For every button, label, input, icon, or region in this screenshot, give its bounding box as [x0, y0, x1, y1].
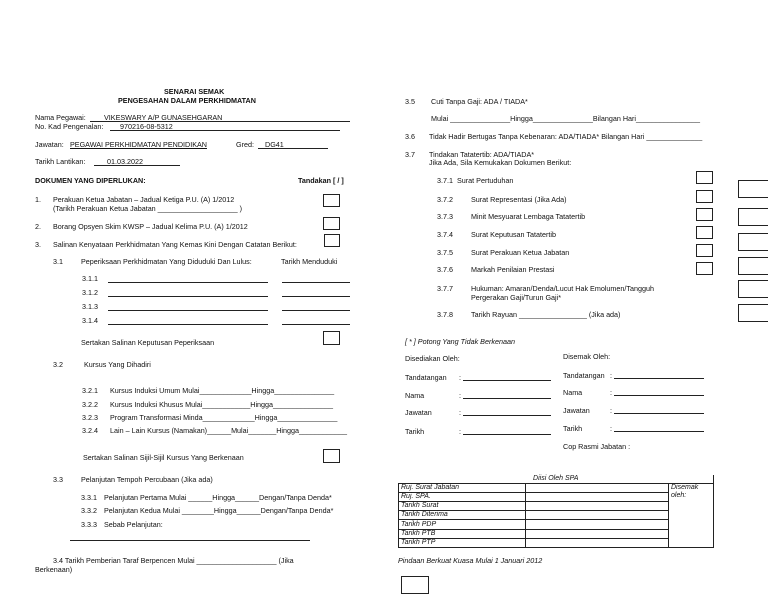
sign2-tandatangan-line[interactable]: [614, 378, 704, 379]
s311-num: 3.1.1: [82, 274, 98, 283]
spa-header: Diisi Oleh SPA: [399, 475, 714, 484]
s378-text: Tarikh Rayuan _________________ (Jika ada): [471, 310, 621, 319]
ic-line: [110, 130, 340, 131]
gred-line: [258, 148, 328, 149]
s331-text: Pelanjutan Pertama Mulai ______Hingga______Dengan/Tanpa Denda*: [104, 493, 332, 502]
s35-text: Cuti Tanpa Gaji: ADA / TIADA*: [431, 97, 528, 106]
table-row: [399, 529, 714, 538]
sebab-line[interactable]: [70, 540, 310, 541]
sijil-checkbox[interactable]: [323, 449, 340, 463]
pindaan-note: Pindaan Berkuat Kuasa Mulai 1 Januari 2012: [398, 556, 543, 565]
s371-num: 3.7.1: [437, 176, 453, 185]
side-box-1[interactable]: [738, 180, 768, 198]
disediakan-label: Disediakan Oleh:: [405, 354, 460, 363]
sign1-jawatan-label: Jawatan: [405, 408, 432, 417]
sign2-colon: :: [610, 424, 612, 433]
spa-row-label: Ruj. Surat Jabatan: [399, 484, 526, 493]
s375-text: Surat Perakuan Ketua Jabatan: [471, 248, 570, 257]
sign1-colon: :: [459, 391, 461, 400]
s377-num: 3.7.7: [437, 284, 453, 293]
s312-line[interactable]: [108, 296, 268, 297]
s34-text: 3.4 Tarikh Pemberian Taraf Berpencen Mulai ____________________ (Jika: [53, 556, 294, 565]
keputusan-checkbox[interactable]: [323, 331, 340, 345]
spa-row-label: Ruj. SPA.: [399, 493, 526, 502]
side-box-5[interactable]: [738, 280, 768, 298]
sertakan-keputusan: Sertakan Salinan Keputusan Peperiksaan: [81, 338, 215, 347]
sign1-tarikh-line[interactable]: [463, 434, 551, 435]
s37-num: 3.7: [405, 150, 415, 159]
ic-label: No. Kad Pengenalan:: [35, 122, 104, 131]
sign2-tarikh-label: Tarikh: [563, 424, 583, 433]
s31-num: 3.1: [53, 257, 63, 266]
cop-rasmi-label: Cop Rasmi Jabatan :: [563, 442, 631, 451]
table-row: [399, 520, 714, 529]
s311-line[interactable]: [108, 282, 268, 283]
s331-num: 3.3.1: [81, 493, 97, 502]
nama-value[interactable]: VIKESWARY A/P GUNASEHGARAN: [104, 113, 223, 122]
s377-text: Hukuman: Amaran/Denda/Lucut Hak Emolumen/Tangguh: [471, 284, 654, 293]
s376-checkbox[interactable]: [696, 262, 713, 275]
s333-text: Sebab Pelanjutan:: [104, 520, 163, 529]
sign2-nama-line[interactable]: [614, 395, 704, 396]
table-row: [399, 502, 714, 511]
spa-row-value[interactable]: [526, 538, 669, 547]
s333-num: 3.3.3: [81, 520, 97, 529]
sign2-tandatangan-label: Tandatangan: [563, 371, 605, 380]
spa-disemak-cell[interactable]: [669, 484, 714, 548]
s313-date-line[interactable]: [282, 310, 350, 311]
s373-num: 3.7.3: [437, 212, 453, 221]
s313-line[interactable]: [108, 310, 268, 311]
lantikan-value[interactable]: 01.03.2022: [107, 157, 143, 166]
s312-date-line[interactable]: [282, 296, 350, 297]
gred-value[interactable]: DG41: [265, 140, 284, 149]
spa-row-value[interactable]: [526, 493, 669, 502]
s36-text: Tidak Hadir Bertugas Tanpa Kebenaran: ADA/TIADA* Bilangan Hari ______________: [429, 132, 703, 141]
sign1-jawatan-line[interactable]: [463, 415, 551, 416]
sign1-colon: :: [459, 408, 461, 417]
s33-text: Pelanjutan Tempoh Percubaan (Jika ada): [81, 475, 213, 484]
table-row: [399, 511, 714, 520]
s314-line[interactable]: [108, 324, 268, 325]
spa-row-value[interactable]: [526, 502, 669, 511]
sign1-colon: :: [459, 373, 461, 382]
table-row: [399, 484, 714, 493]
s372-text: Surat Representasi (Jika Ada): [471, 195, 567, 204]
nama-label: Nama Pegawai:: [35, 113, 86, 122]
s37-subtext: Jika Ada, Sila Kemukakan Dokumen Berikut:: [429, 158, 572, 167]
item1-checkbox[interactable]: [323, 194, 340, 207]
sign2-colon: :: [610, 388, 612, 397]
s322-text: Kursus Induksi Khusus Mulai____________Hingga_______________: [110, 400, 333, 409]
gred-label: Gred:: [236, 140, 254, 149]
side-box-3[interactable]: [738, 233, 768, 251]
item3-checkbox[interactable]: [324, 234, 340, 247]
bottom-box[interactable]: [401, 576, 429, 594]
s34-text-cont: Berkenaan): [35, 565, 73, 574]
s37-text: Tindakan Tatatertib: ADA/TIADA*: [429, 150, 535, 159]
sign1-colon: :: [459, 427, 461, 436]
s372-checkbox[interactable]: [696, 190, 713, 203]
sign1-tandatangan-line[interactable]: [463, 380, 551, 381]
item1-text: Perakuan Ketua Jabatan – Jadual Ketiga P.U. (A) 1/2012: [53, 195, 235, 204]
s324-num: 3.2.4: [82, 426, 98, 435]
form-subtitle: PENGESAHAN DALAM PERKHIDMATAN: [118, 96, 256, 105]
form-title: SENARAI SEMAK: [164, 87, 225, 96]
item1-num: 1.: [35, 195, 41, 204]
item1-subtext: (Tarikh Perakuan Ketua Jabatan ____________________ ): [53, 204, 243, 213]
side-box-4[interactable]: [738, 257, 768, 275]
spa-row-label: Tarikh Surat: [399, 502, 526, 511]
s375-checkbox[interactable]: [696, 244, 713, 257]
s321-num: 3.2.1: [82, 386, 98, 395]
table-row: [399, 538, 714, 547]
s31-text: Peperiksaan Perkhidmatan Yang Diduduki Dan Lulus:: [81, 257, 252, 266]
s324-text: Lain – Lain Kursus (Namakan)______Mulai_______Hingga____________: [110, 426, 347, 435]
s372-num: 3.7.2: [437, 195, 453, 204]
s323-text: Program Transformasi Minda_____________Hingga_______________: [110, 413, 338, 422]
spa-row-label: Tarikh Diterima: [399, 511, 526, 520]
item3-num: 3.: [35, 240, 41, 249]
lantikan-label: Tarikh Lantikan:: [35, 157, 86, 166]
tarikh-menduduki-label: Tarikh Menduduki: [281, 257, 338, 266]
sign1-tandatangan-label: Tandatangan: [405, 373, 447, 382]
sign2-nama-label: Nama: [563, 388, 583, 397]
s332-num: 3.3.2: [81, 506, 97, 515]
s32-text: Kursus Yang Dihadiri: [84, 360, 151, 369]
s374-checkbox[interactable]: [696, 226, 713, 239]
sign2-colon: :: [610, 371, 612, 380]
sertakan-sijil: Sertakan Salinan Sijil-Sijil Kursus Yang Berkenaan: [83, 453, 244, 462]
s32-num: 3.2: [53, 360, 63, 369]
lantikan-line: [94, 165, 180, 166]
spa-row-value[interactable]: [526, 511, 669, 520]
spa-row-label: Tarikh PDP: [399, 520, 526, 529]
s314-date-line[interactable]: [282, 324, 350, 325]
side-box-6[interactable]: [738, 304, 768, 322]
item2-num: 2.: [35, 222, 41, 231]
item3-text: Salinan Kenyataan Perkhidmatan Yang Kemas Kini Dengan Catatan Berikut:: [53, 240, 297, 249]
s332-text: Pelanjutan Kedua Mulai ________Hingga______Dengan/Tanpa Denda*: [104, 506, 334, 515]
s378-num: 3.7.8: [437, 310, 453, 319]
tandakan-label: Tandakan [ / ]: [298, 176, 344, 185]
s311-date-line[interactable]: [282, 282, 350, 283]
sign1-nama-label: Nama: [405, 391, 425, 400]
item2-checkbox[interactable]: [323, 217, 340, 230]
sign1-nama-line[interactable]: [463, 398, 551, 399]
s321-text: Kursus Induksi Umum Mulai_____________Hingga_______________: [110, 386, 335, 395]
s376-num: 3.7.6: [437, 265, 453, 274]
dokumen-heading: DOKUMEN YANG DIPERLUKAN:: [35, 176, 146, 185]
spa-disemak-label: Disemak oleh:: [671, 484, 699, 500]
spa-row-value[interactable]: [526, 529, 669, 538]
spa-row-value[interactable]: [526, 484, 669, 493]
spa-row-label: Tarikh PTP: [399, 538, 526, 547]
spa-row-value[interactable]: [526, 520, 669, 529]
s35-dates: Mulai _______________Hingga_______________Bilangan Hari________________: [431, 114, 700, 123]
sign2-jawatan-label: Jawatan: [563, 406, 590, 415]
s373-checkbox[interactable]: [696, 208, 713, 221]
ic-value[interactable]: 970216-08-5312: [120, 122, 173, 131]
potong-note: [ * ] Potong Yang Tidak Berkenaan: [405, 337, 515, 346]
spa-header-row: [399, 475, 714, 484]
side-box-2[interactable]: [738, 208, 768, 226]
s35-num: 3.5: [405, 97, 415, 106]
s33-num: 3.3: [53, 475, 63, 484]
jawatan-value[interactable]: PEGAWAI PERKHIDMATAN PENDIDIKAN: [70, 140, 207, 149]
s371-checkbox[interactable]: [696, 171, 713, 184]
table-row: [399, 493, 714, 502]
s313-num: 3.1.3: [82, 302, 98, 311]
spa-row-label: Tarikh PTB: [399, 529, 526, 538]
sign2-colon: :: [610, 406, 612, 415]
sign1-tarikh-label: Tarikh: [405, 427, 425, 436]
s375-num: 3.7.5: [437, 248, 453, 257]
s322-num: 3.2.2: [82, 400, 98, 409]
s312-num: 3.1.2: [82, 288, 98, 297]
s36-num: 3.6: [405, 132, 415, 141]
s371-text: Surat Pertuduhan: [457, 176, 514, 185]
sign2-jawatan-line[interactable]: [614, 413, 704, 414]
s376-text: Markah Penilaian Prestasi: [471, 265, 555, 274]
s373-text: Minit Mesyuarat Lembaga Tatatertib: [471, 212, 586, 221]
jawatan-label: Jawatan:: [35, 140, 64, 149]
spa-table: [398, 475, 714, 548]
sign2-tarikh-line[interactable]: [614, 431, 704, 432]
s374-text: Surat Keputusan Tatatertib: [471, 230, 556, 239]
disemak-label: Disemak Oleh:: [563, 352, 611, 361]
s323-num: 3.2.3: [82, 413, 98, 422]
s314-num: 3.1.4: [82, 316, 98, 325]
s374-num: 3.7.4: [437, 230, 453, 239]
s377-subtext: Pergerakan Gaji/Turun Gaji*: [471, 293, 562, 302]
item2-text: Borang Opsyen Skim KWSP – Jadual Kelima P.U. (A) 1/2012: [53, 222, 248, 231]
